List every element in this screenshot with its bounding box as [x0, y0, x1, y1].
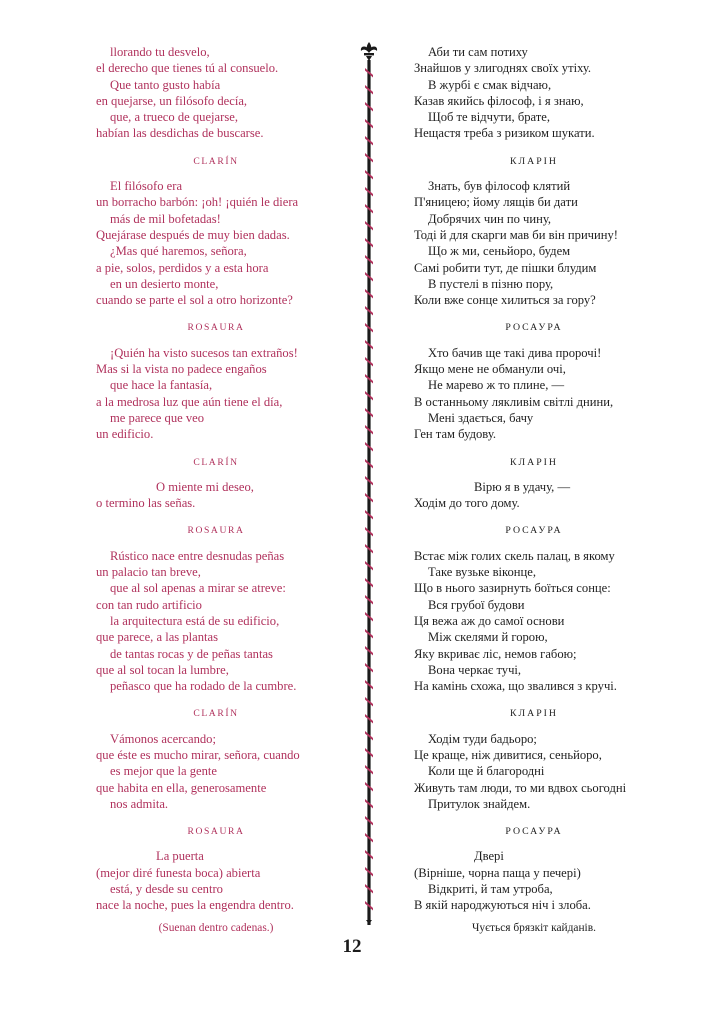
speaker-name: CLARÍN [193, 456, 239, 468]
verse-line: con tan rudo artificio [96, 597, 202, 612]
verse-block [96, 345, 336, 443]
verse-line: más de mil bofetadas! [110, 211, 221, 226]
verse-line: В якій народжуються ніч і злоба. [414, 898, 591, 913]
speaker-name: РОСАУРА [505, 322, 563, 334]
page-number: 12 [342, 936, 362, 957]
verse-line: O miente mi deseo, [156, 479, 254, 494]
verse-line: Ходім туди бадьоро; [428, 731, 537, 746]
verse-line: a pie, solos, perdidos y a esta hora [96, 260, 269, 275]
verse-line: Якщо мене не обманули очі, [414, 362, 566, 377]
verse-line: la arquitectura está de su edificio, [110, 613, 280, 628]
speaker-name: ROSAURA [187, 525, 245, 537]
verse-line: Добрячих чин по чину, [428, 211, 552, 226]
verse-line: de tantas rocas y de peñas tantas [110, 646, 273, 661]
verse-line: o termino las señas. [96, 496, 196, 511]
verse-line: Нещастя треба з ризиком шукати. [414, 126, 595, 141]
verse-line: El filósofo era [110, 179, 183, 194]
verse-block [96, 848, 336, 913]
verse-line: peñasco que ha rodado de la cumbre. [110, 679, 297, 694]
verse-line: Відкриті, й там утроба, [428, 882, 553, 897]
verse-line: Притулок знайдем. [428, 796, 531, 811]
ukrainian-text-column [414, 44, 654, 936]
column-divider [356, 40, 382, 930]
verse-line: Двері [474, 849, 504, 864]
verse-line: Знайшов у злигоднях своїх утіху. [414, 61, 592, 76]
verse-line: un borracho barbón: ¡oh! ¡quién le diera [96, 195, 299, 210]
verse-line: Це краще, ніж дивитися, сеньйоро, [414, 747, 602, 762]
verse-line: Таке вузьке віконце, [428, 565, 537, 580]
verse-line: llorando tu desvelo, [110, 45, 210, 59]
verse-line: ¡Quién ha visto sucesos tan extraños! [110, 345, 298, 360]
verse-line: que al sol apenas a mirar se atreve: [110, 581, 286, 596]
verse-line: que éste es mucho mirar, señora, cuando [96, 747, 300, 762]
verse-line: que hace la fantasía, [110, 378, 213, 393]
verse-line: Що в нього зазирнуть боїться сонце: [414, 581, 611, 596]
verse-line: (Вірніше, чорна паща у печері) [414, 865, 581, 880]
verse-line: На камінь схожа, що звалився з кручі. [414, 679, 617, 694]
verse-block [96, 479, 336, 512]
verse-block [414, 848, 654, 913]
verse-line: un edificio. [96, 427, 154, 442]
speaker-name: РОСАУРА [505, 826, 563, 838]
verse-line: en un desierto monte, [110, 276, 219, 291]
verse-line: Quejárase después de muy bien dadas. [96, 227, 290, 242]
rod-tip [366, 920, 372, 924]
verse-line: Самі робити тут, де пішки блудим [414, 260, 597, 275]
verse-line: В останньому лякливім світлі днини, [414, 394, 614, 409]
verse-line: Ця вежа аж до самої основи [414, 613, 565, 628]
verse-line: Тоді й для скарги мав би він причину! [414, 227, 618, 242]
verse-line: Вся грубої будови [428, 597, 525, 612]
verse-line: está, y desde su centro [110, 882, 223, 897]
verse-line: un palacio tan breve, [96, 565, 201, 580]
verse-line: que, a trueco de quejarse, [110, 110, 238, 125]
verse-line: Вірю я в удачу, — [474, 479, 571, 494]
verse-line: nace la noche, pues la engendra dentro. [96, 898, 294, 913]
verse-block [414, 479, 654, 512]
verse-line: Ходім до того дому. [414, 496, 520, 511]
verse-line: Rústico nace entre desnudas peñas [110, 548, 285, 563]
verse-line: que habita en ella, generosamente [96, 780, 267, 795]
verse-block [414, 44, 654, 142]
verse-line: Коли вже сонце хилиться за гору? [414, 293, 596, 308]
verse-line: Знать, був філософ клятий [428, 179, 571, 194]
verse-line: Vámonos acercando; [110, 731, 216, 746]
speaker-name: CLARÍN [193, 155, 239, 167]
fleur-ornament-icon [361, 42, 377, 61]
verse-line: cuando se parte el sol a otro horizonte? [96, 293, 293, 308]
speaker-name: CLARÍN [193, 708, 239, 720]
verse-line: el derecho que tienes tú al consuelo. [96, 61, 279, 76]
verse-line: Між скелями й горою, [428, 630, 548, 645]
verse-block [414, 178, 654, 308]
verse-line: Встає між голих скель палац, в якому [414, 548, 615, 563]
verse-line: П'яницею; йому лящів би дати [414, 195, 578, 210]
verse-line: Що ж ми, сеньйоро, будем [428, 244, 571, 259]
verse-line: me parece que veo [110, 410, 205, 425]
verse-line: nos admita. [110, 796, 169, 811]
verse-line: Ген там будову. [414, 427, 496, 442]
verse-line: В журбі є смак відчаю, [428, 77, 552, 92]
verse-line: Коли ще й благородні [428, 764, 545, 779]
verse-line: que al sol tocan la lumbre, [96, 662, 229, 677]
verse-line: ¿Mas qué haremos, señora, [110, 244, 247, 259]
verse-line: a la medrosa luz que aún tiene el día, [96, 394, 283, 409]
verse-line: Que tanto gusto había [110, 77, 221, 92]
verse-line: que parece, a las plantas [96, 630, 219, 645]
verse-block [96, 44, 336, 142]
speaker-name: КЛАРІН [509, 155, 559, 167]
verse-line: Вона черкає тучі, [428, 662, 522, 677]
verse-line: Яку вкриває ліс, немов габою; [414, 646, 577, 661]
verse-line: Хто бачив ще такі дива пророчі! [428, 345, 602, 360]
verse-block [414, 548, 654, 695]
stage-direction: (Suenan dentro cadenas.) [158, 921, 274, 934]
verse-line: La puerta [156, 849, 204, 864]
verse-line: Казав якийсь філософ, і я знаю, [414, 93, 584, 108]
verse-line: habían las desdichas de buscarse. [96, 126, 264, 141]
stage-direction: Чується брязкіт кайданів. [472, 921, 596, 934]
spanish-text-column [96, 44, 336, 936]
verse-line: Аби ти сам потиху [428, 45, 528, 59]
verse-line: en quejarse, un filósofo decía, [96, 93, 248, 108]
verse-line: Mas si la vista no padece engaños [96, 362, 267, 377]
verse-line: Не марево ж то плине, — [428, 378, 565, 393]
speaker-name: РОСАУРА [505, 525, 563, 537]
verse-line: В пустелі в пізню пору, [428, 276, 554, 291]
verse-block [414, 731, 654, 812]
verse-block [96, 731, 336, 812]
verse-line: Мені здається, бачу [428, 410, 534, 425]
speaker-name: КЛАРІН [509, 708, 559, 720]
verse-line: Щоб те відчути, брате, [428, 110, 551, 125]
verse-block [96, 178, 336, 308]
verse-line: Живуть там люди, то ми вдвох сьогодні [414, 780, 627, 795]
verse-block [414, 345, 654, 443]
speaker-name: КЛАРІН [509, 456, 559, 468]
verse-line: (mejor diré funesta boca) abierta [96, 865, 261, 880]
speaker-name: ROSAURA [187, 322, 245, 334]
verse-line: es mejor que la gente [110, 764, 218, 779]
verse-block [96, 548, 336, 695]
speaker-name: ROSAURA [187, 826, 245, 838]
